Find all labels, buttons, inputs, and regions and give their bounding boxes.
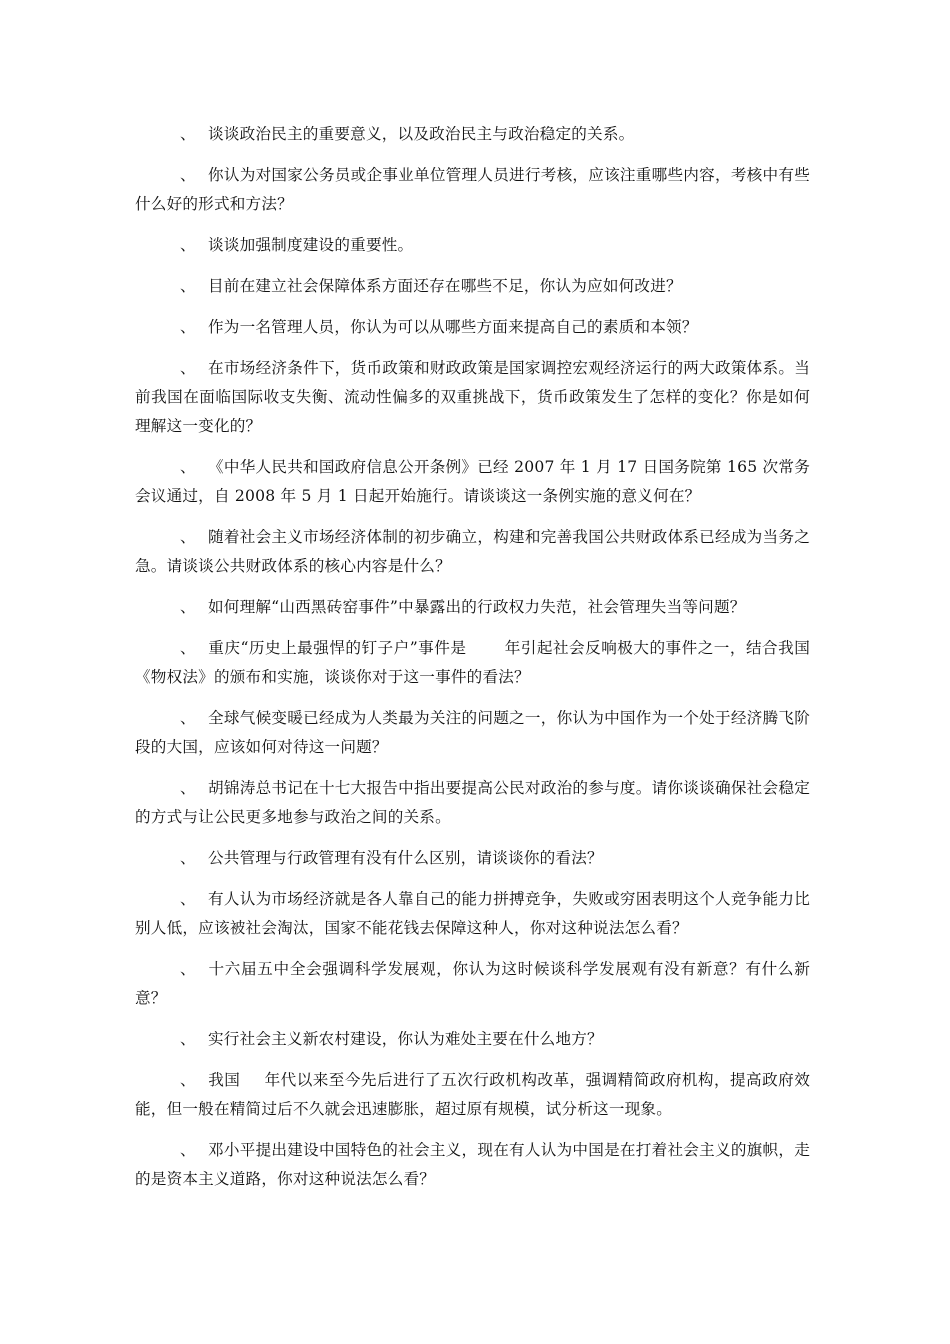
- question-item: [135, 231, 810, 260]
- question-item: [135, 354, 810, 441]
- question-item: [135, 844, 810, 873]
- question-text: 《中华人民共和国政府信息公开条例》已经 2007 年 1 月 17 日国务院第 165 次常务会议通过，自 2008 年 5 月 1 日起开始施行。请谈谈这一条例实施的意义何在？: [135, 458, 810, 505]
- question-text: 在市场经济条件下，货币政策和财政政策是国家调控宏观经济运行的两大政策体系。当前我国在面临国际收支失衡、流动性偏多的双重挑战下，货币政策发生了怎样的变化？你是如何理解这一变化的？: [135, 359, 810, 435]
- question-text: 邓小平提出建设中国特色的社会主义，现在有人认为中国是在打着社会主义的旗帜，走的是资本主义道路，你对这种说法怎么看？: [135, 1141, 810, 1188]
- question-text: 实行社会主义新农村建设，你认为难处主要在什么地方？: [208, 1030, 603, 1048]
- question-item: [135, 885, 810, 943]
- list-marker: 、: [180, 890, 196, 908]
- question-text: 公共管理与行政管理有没有什么区别，请谈谈你的看法？: [208, 849, 603, 867]
- question-text: 谈谈加强制度建设的重要性。: [208, 236, 414, 254]
- question-item: [135, 593, 810, 622]
- question-item: [135, 161, 810, 219]
- question-text: 全球气候变暖已经成为人类最为关注的问题之一，你认为中国作为一个处于经济腾飞阶段的大国，应该如何对待这一问题？: [135, 709, 810, 756]
- question-item: [135, 1136, 810, 1194]
- list-marker: 、: [180, 598, 196, 616]
- list-marker: 、: [180, 1071, 196, 1089]
- list-marker: 、: [180, 1030, 196, 1048]
- question-text: 有人认为市场经济就是各人靠自己的能力拼搏竞争，失败或穷困表明这个人竞争能力比别人低，应该被社会淘汰，国家不能花钱去保障这种人，你对这种说法怎么看？: [135, 890, 810, 937]
- question-item: [135, 634, 810, 692]
- question-text: 目前在建立社会保障体系方面还存在哪些不足，你认为应如何改进？: [208, 277, 682, 295]
- question-text: 随着社会主义市场经济体制的初步确立，构建和完善我国公共财政体系已经成为当务之急。请谈谈公共财政体系的核心内容是什么？: [135, 528, 810, 575]
- list-marker: 、: [180, 125, 196, 143]
- question-text-after-blank: 年代以来至今先后进行了五次行政机构改革，强调精简政府机构，提高政府效能，但一般在精简过后不久就会迅速膨胀，超过原有规模，试分析这一现象。: [135, 1071, 810, 1118]
- list-marker: 、: [180, 277, 196, 295]
- list-marker: 、: [180, 458, 196, 476]
- question-text: 你认为对国家公务员或企事业单位管理人员进行考核，应该注重哪些内容，考核中有些什么好的形式和方法？: [135, 166, 810, 213]
- list-marker: 、: [180, 960, 196, 978]
- list-marker: 、: [180, 709, 196, 727]
- question-text: 谈谈政治民主的重要意义，以及政治民主与政治稳定的关系。: [208, 125, 635, 143]
- question-item: [135, 523, 810, 581]
- question-text-before-blank: 我国: [208, 1071, 241, 1089]
- question-text: 十六届五中全会强调科学发展观，你认为这时候谈科学发展观有没有新意？有什么新意？: [135, 960, 810, 1007]
- list-marker: 、: [180, 639, 196, 657]
- question-item: [135, 272, 810, 301]
- question-item: [135, 955, 810, 1013]
- list-marker: 、: [180, 1141, 196, 1159]
- question-item: [135, 453, 810, 511]
- question-text: 作为一名管理人员，你认为可以从哪些方面来提高自己的素质和本领？: [208, 318, 698, 336]
- list-marker: 、: [180, 166, 196, 184]
- question-text-before-blank: 重庆“历史上最强悍的钉子户”事件是: [208, 639, 467, 657]
- list-marker: 、: [180, 779, 196, 797]
- list-marker: 、: [180, 318, 196, 336]
- question-item: [135, 1025, 810, 1054]
- list-marker: 、: [180, 528, 196, 546]
- list-marker: 、: [180, 849, 196, 867]
- question-text: 胡锦涛总书记在十七大报告中指出要提高公民对政治的参与度。请你谈谈确保社会稳定的方式与让公民更多地参与政治之间的关系。: [135, 779, 810, 826]
- question-item: [135, 1066, 810, 1124]
- question-text-after-blank: 年引起社会反响极大的事件之一，结合我国《物权法》的颁布和实施，谈谈你对于这一事件的看法？: [135, 639, 810, 686]
- question-text: 如何理解“山西黑砖窑事件”中暴露出的行政权力失范，社会管理失当等问题？: [208, 598, 746, 616]
- question-item: [135, 774, 810, 832]
- list-marker: 、: [180, 236, 196, 254]
- list-marker: 、: [180, 359, 196, 377]
- document-page: [135, 120, 810, 1206]
- question-item: [135, 313, 810, 342]
- question-item: [135, 120, 810, 149]
- question-item: [135, 704, 810, 762]
